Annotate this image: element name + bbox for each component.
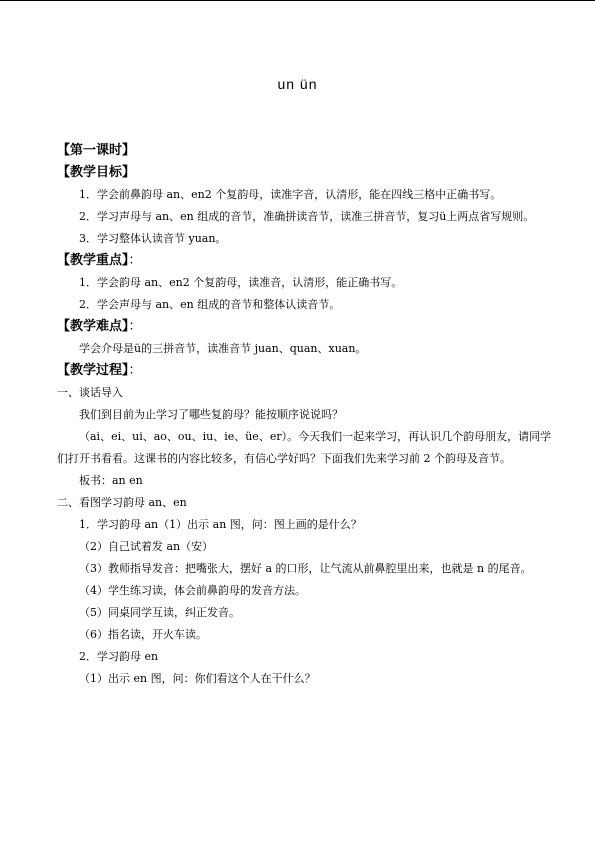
process-text: （2）自己试着发 an（安）	[79, 540, 214, 553]
process-text: （5）同桌同学互读，纠正发音。	[79, 606, 240, 619]
key-point-item: 1．学会韵母 an、en2 个复韵母，读准音，认清形，能正确书写。	[79, 276, 403, 289]
process-text: （1）出示 en 图，问：你们看这个人在干什么？	[79, 672, 316, 685]
process-text: （3）教师指导发音：把嘴张大，摆好 a 的口形，让气流从前鼻腔里出来，也就是 n 的尾音。	[79, 562, 532, 575]
section-heading	[57, 250, 552, 272]
process-text: （6）指名读，开火车读。	[79, 628, 207, 641]
page-title: un ün	[277, 76, 318, 92]
process-step: 一、谈话导入	[57, 386, 123, 399]
process-text: （4）学生练习读，体会前鼻韵母的发音方法。	[79, 584, 306, 597]
process-text: 2．学习韵母 en	[79, 650, 159, 663]
heading-text: 【教学重点】	[57, 253, 129, 268]
heading-suffix: ：	[128, 319, 142, 334]
goal-item: 3．学习整体认读音节 yuan。	[79, 232, 227, 245]
document-body	[57, 140, 552, 690]
process-text: （ai、ei、ui、ao、ou、iu、ie、üe、er）。今天我们一起来学习，再认识几个韵母朋友，请同学们打开书看看。这课书的内容比较多，有信心学好吗？下面我们先来学习前 2 个韵母及音节。	[57, 430, 552, 465]
heading-text: 【教学过程】	[57, 363, 129, 378]
section-heading	[57, 360, 552, 382]
heading-text: 【教学难点】	[57, 319, 129, 334]
process-text: 1．学习韵母 an（1）出示 an 图，问：图上画的是什么？	[79, 518, 362, 531]
section-heading: 【教学目标】	[57, 165, 136, 180]
top-rule	[0, 0, 595, 1]
goal-item: 2．学习声母与 an、en 组成的音节，准确拼读音节，读准三拼音节，复习ü上两点省写规则。	[79, 210, 535, 223]
key-point-item: 2．学会声母与 an、en 组成的音节和整体认读音节。	[79, 298, 341, 311]
process-text: 板书：an en	[79, 474, 143, 487]
heading-suffix: ：	[128, 253, 142, 268]
process-step: 二、看图学习韵母 an、en	[57, 496, 187, 509]
goal-item: 1．学会前鼻韵母 an、en2 个复韵母，读准字音，认清形，能在四线三格中正确书写。	[79, 188, 502, 201]
difficulty-item: 学会介母是ü的三拼音节，读准音节 juan、quan、xuan。	[79, 342, 367, 355]
section-heading: 【第一课时】	[57, 143, 136, 158]
section-heading	[57, 316, 552, 338]
heading-suffix: ：	[128, 363, 142, 378]
process-text: 我们到目前为止学习了哪些复韵母？能按顺序说说吗？	[79, 408, 343, 421]
